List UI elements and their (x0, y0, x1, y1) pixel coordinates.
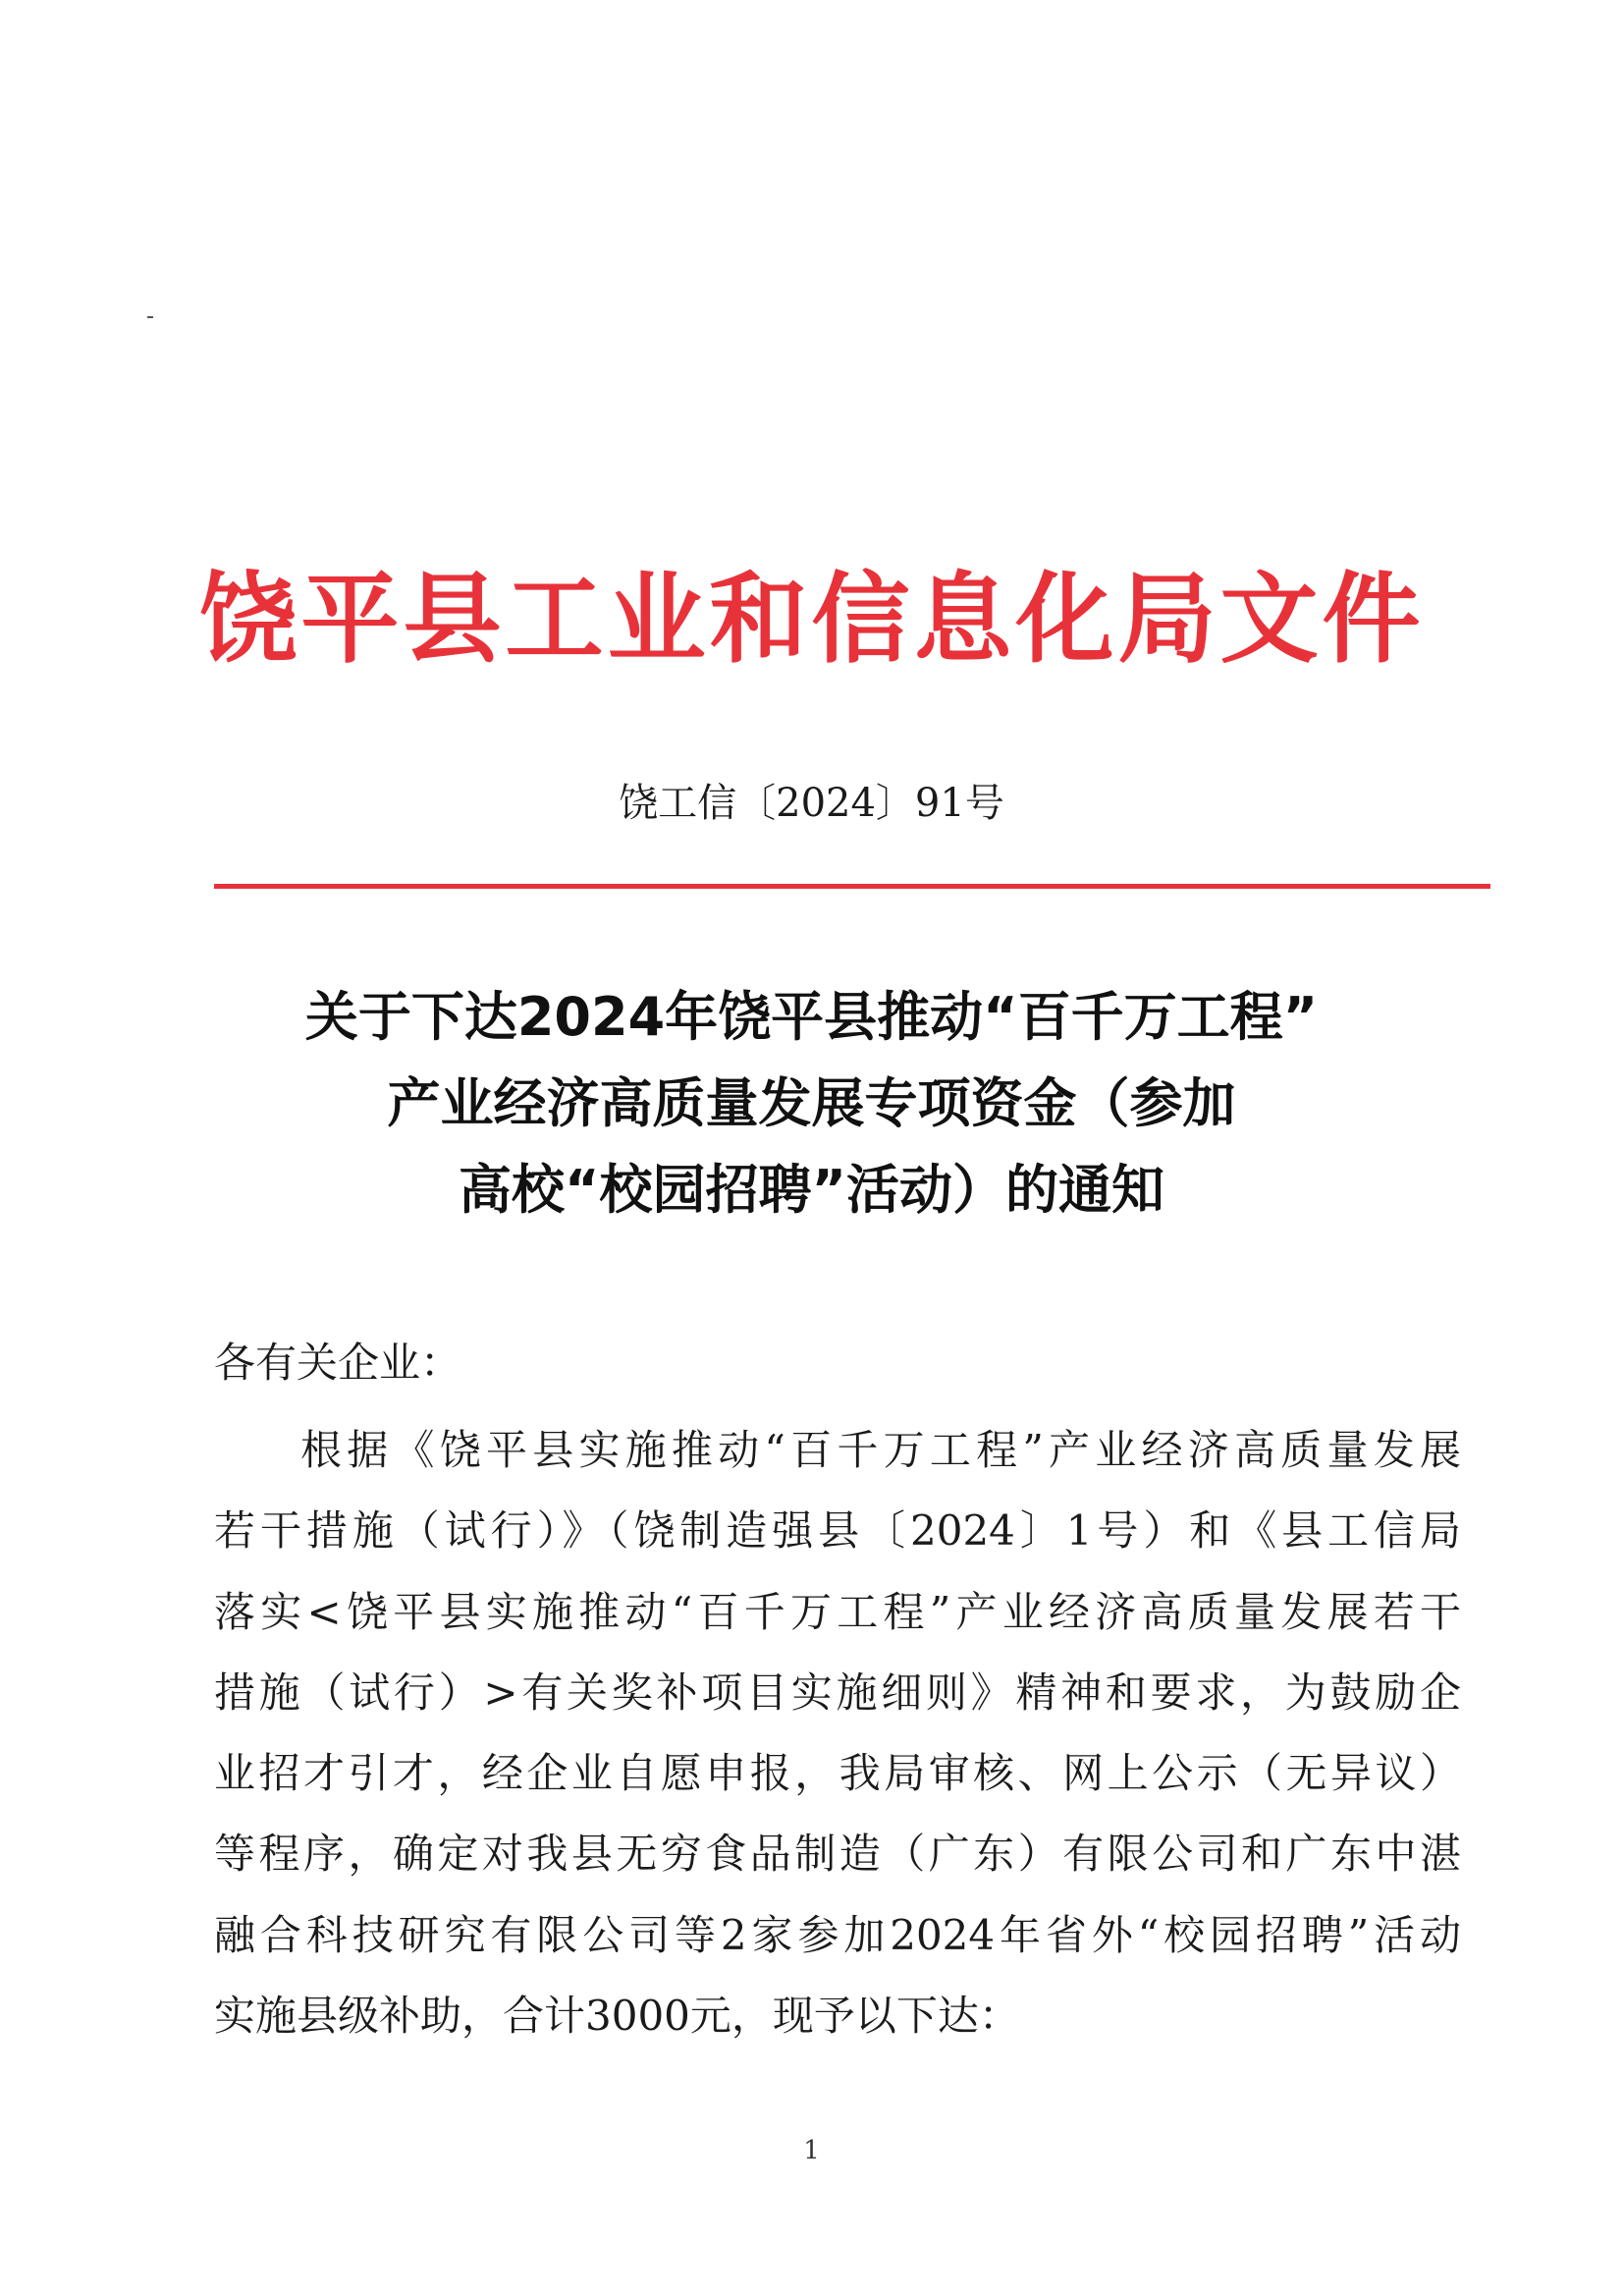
page-number: 1 (803, 2136, 820, 2165)
body-line-5: 业招才引才，经企业自愿申报，我局审核、网上公示（无异议） (214, 1749, 1461, 1798)
scan-mark (147, 316, 153, 318)
document-number: 饶工信〔2024〕91号 (619, 781, 1004, 826)
title-line-1: 关于下达2024年饶平县推动“百千万工程” (304, 986, 1319, 1048)
body-paragraph (214, 1410, 1461, 2056)
body-line-7: 融合科技研究有限公司等2家参加2024年省外“校园招聘”活动 (214, 1910, 1461, 1959)
issuing-authority-header: 饶平县工业和信息化局文件 (198, 561, 1425, 677)
salutation: 各有关企业： (214, 1339, 462, 1387)
body-line-4: 措施（试行）>有关奖补项目实施细则》精神和要求，为鼓励企 (214, 1667, 1461, 1717)
body-line-3: 落实<饶平县实施推动“百千万工程”产业经济高质量发展若干 (214, 1587, 1461, 1636)
body-line-2: 若干措施（试行）》（饶制造强县〔2024〕1号）和《县工信局 (214, 1506, 1461, 1556)
document-title (0, 974, 1623, 1233)
body-line-8: 实施县级补助，合计3000元，现予以下达： (214, 1992, 1020, 2041)
title-line-3: 高校“校园招聘”活动）的通知 (459, 1159, 1164, 1221)
body-line-1: 根据《饶平县实施推动“百千万工程”产业经济高质量发展 (300, 1426, 1461, 1474)
body-line-6: 等程序，确定对我县无穷食品制造（广东）有限公司和广东中湛 (214, 1830, 1461, 1879)
red-divider-line (214, 884, 1490, 889)
title-line-2: 产业经济高质量发展专项资金（参加 (387, 1072, 1236, 1134)
